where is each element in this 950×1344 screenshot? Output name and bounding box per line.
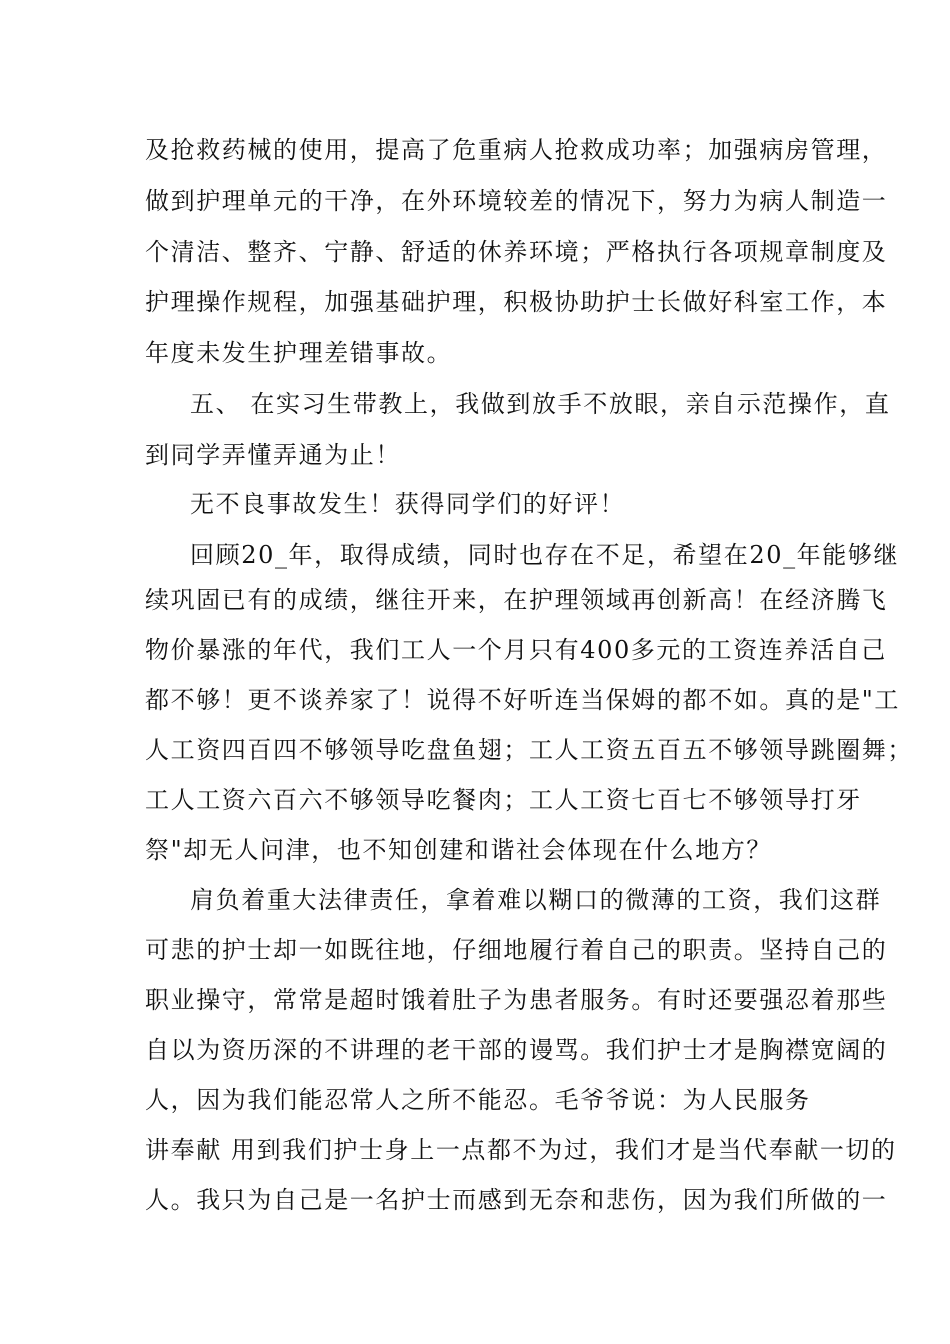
- text-line: 回顾20_年，取得成绩，同时也存在不足，希望在20_年能够继: [190, 541, 900, 569]
- text-line: 祭"却无人问津，也不知创建和谐社会体现在什么地方？: [145, 836, 773, 864]
- text-line: 工人工资六百六不够领导吃餐肉；工人工资七百七不够领导打牙: [145, 786, 862, 814]
- text-line: 人工资四百四不够领导吃盘鱼翅；工人工资五百五不够领导跳圈舞；: [145, 736, 913, 764]
- text-line: 无不良事故发生！获得同学们的好评！: [190, 490, 626, 518]
- text-line: 可悲的护士却一如既往地，仔细地履行着自己的职责。坚持自己的: [145, 936, 888, 964]
- text-line: 护理操作规程，加强基础护理，积极协助护士长做好科室工作，本: [145, 288, 888, 316]
- text-line: 人。我只为自己是一名护士而感到无奈和悲伤，因为我们所做的一: [145, 1186, 888, 1214]
- text-line: 自以为资历深的不讲理的老干部的谩骂。我们护士才是胸襟宽阔的: [145, 1036, 888, 1064]
- text-line: 五、 在实习生带教上，我做到放手不放眼，亲自示范操作，直: [190, 390, 891, 418]
- text-line: 肩负着重大法律责任，拿着难以糊口的微薄的工资，我们这群: [190, 886, 882, 914]
- text-line: 职业操守，常常是超时饿着肚子为患者服务。有时还要强忍着那些: [145, 986, 888, 1014]
- text-line: 物价暴涨的年代，我们工人一个月只有400多元的工资连养活自己: [145, 636, 887, 664]
- text-line: 讲奉献 用到我们护士身上一点都不为过，我们才是当代奉献一切的: [145, 1136, 897, 1164]
- text-line: 个清洁、整齐、宁静、舒适的休养环境；严格执行各项规章制度及: [145, 238, 888, 266]
- text-line: 及抢救药械的使用，提高了危重病人抢救成功率；加强病房管理，: [145, 136, 888, 164]
- text-line: 做到护理单元的干净，在外环境较差的情况下，努力为病人制造一: [145, 187, 888, 215]
- text-line: 年度未发生护理差错事故。: [145, 339, 453, 367]
- text-line: 人，因为我们能忍常人之所不能忍。毛爷爷说：为人民服务: [145, 1086, 811, 1114]
- text-line: 都不够！更不谈养家了！说得不好听连当保姆的都不如。真的是"工: [145, 686, 901, 714]
- text-line: 到同学弄懂弄通为止！: [145, 441, 401, 469]
- text-line: 续巩固已有的成绩，继往开来，在护理领域再创新高！在经济腾飞: [145, 586, 888, 614]
